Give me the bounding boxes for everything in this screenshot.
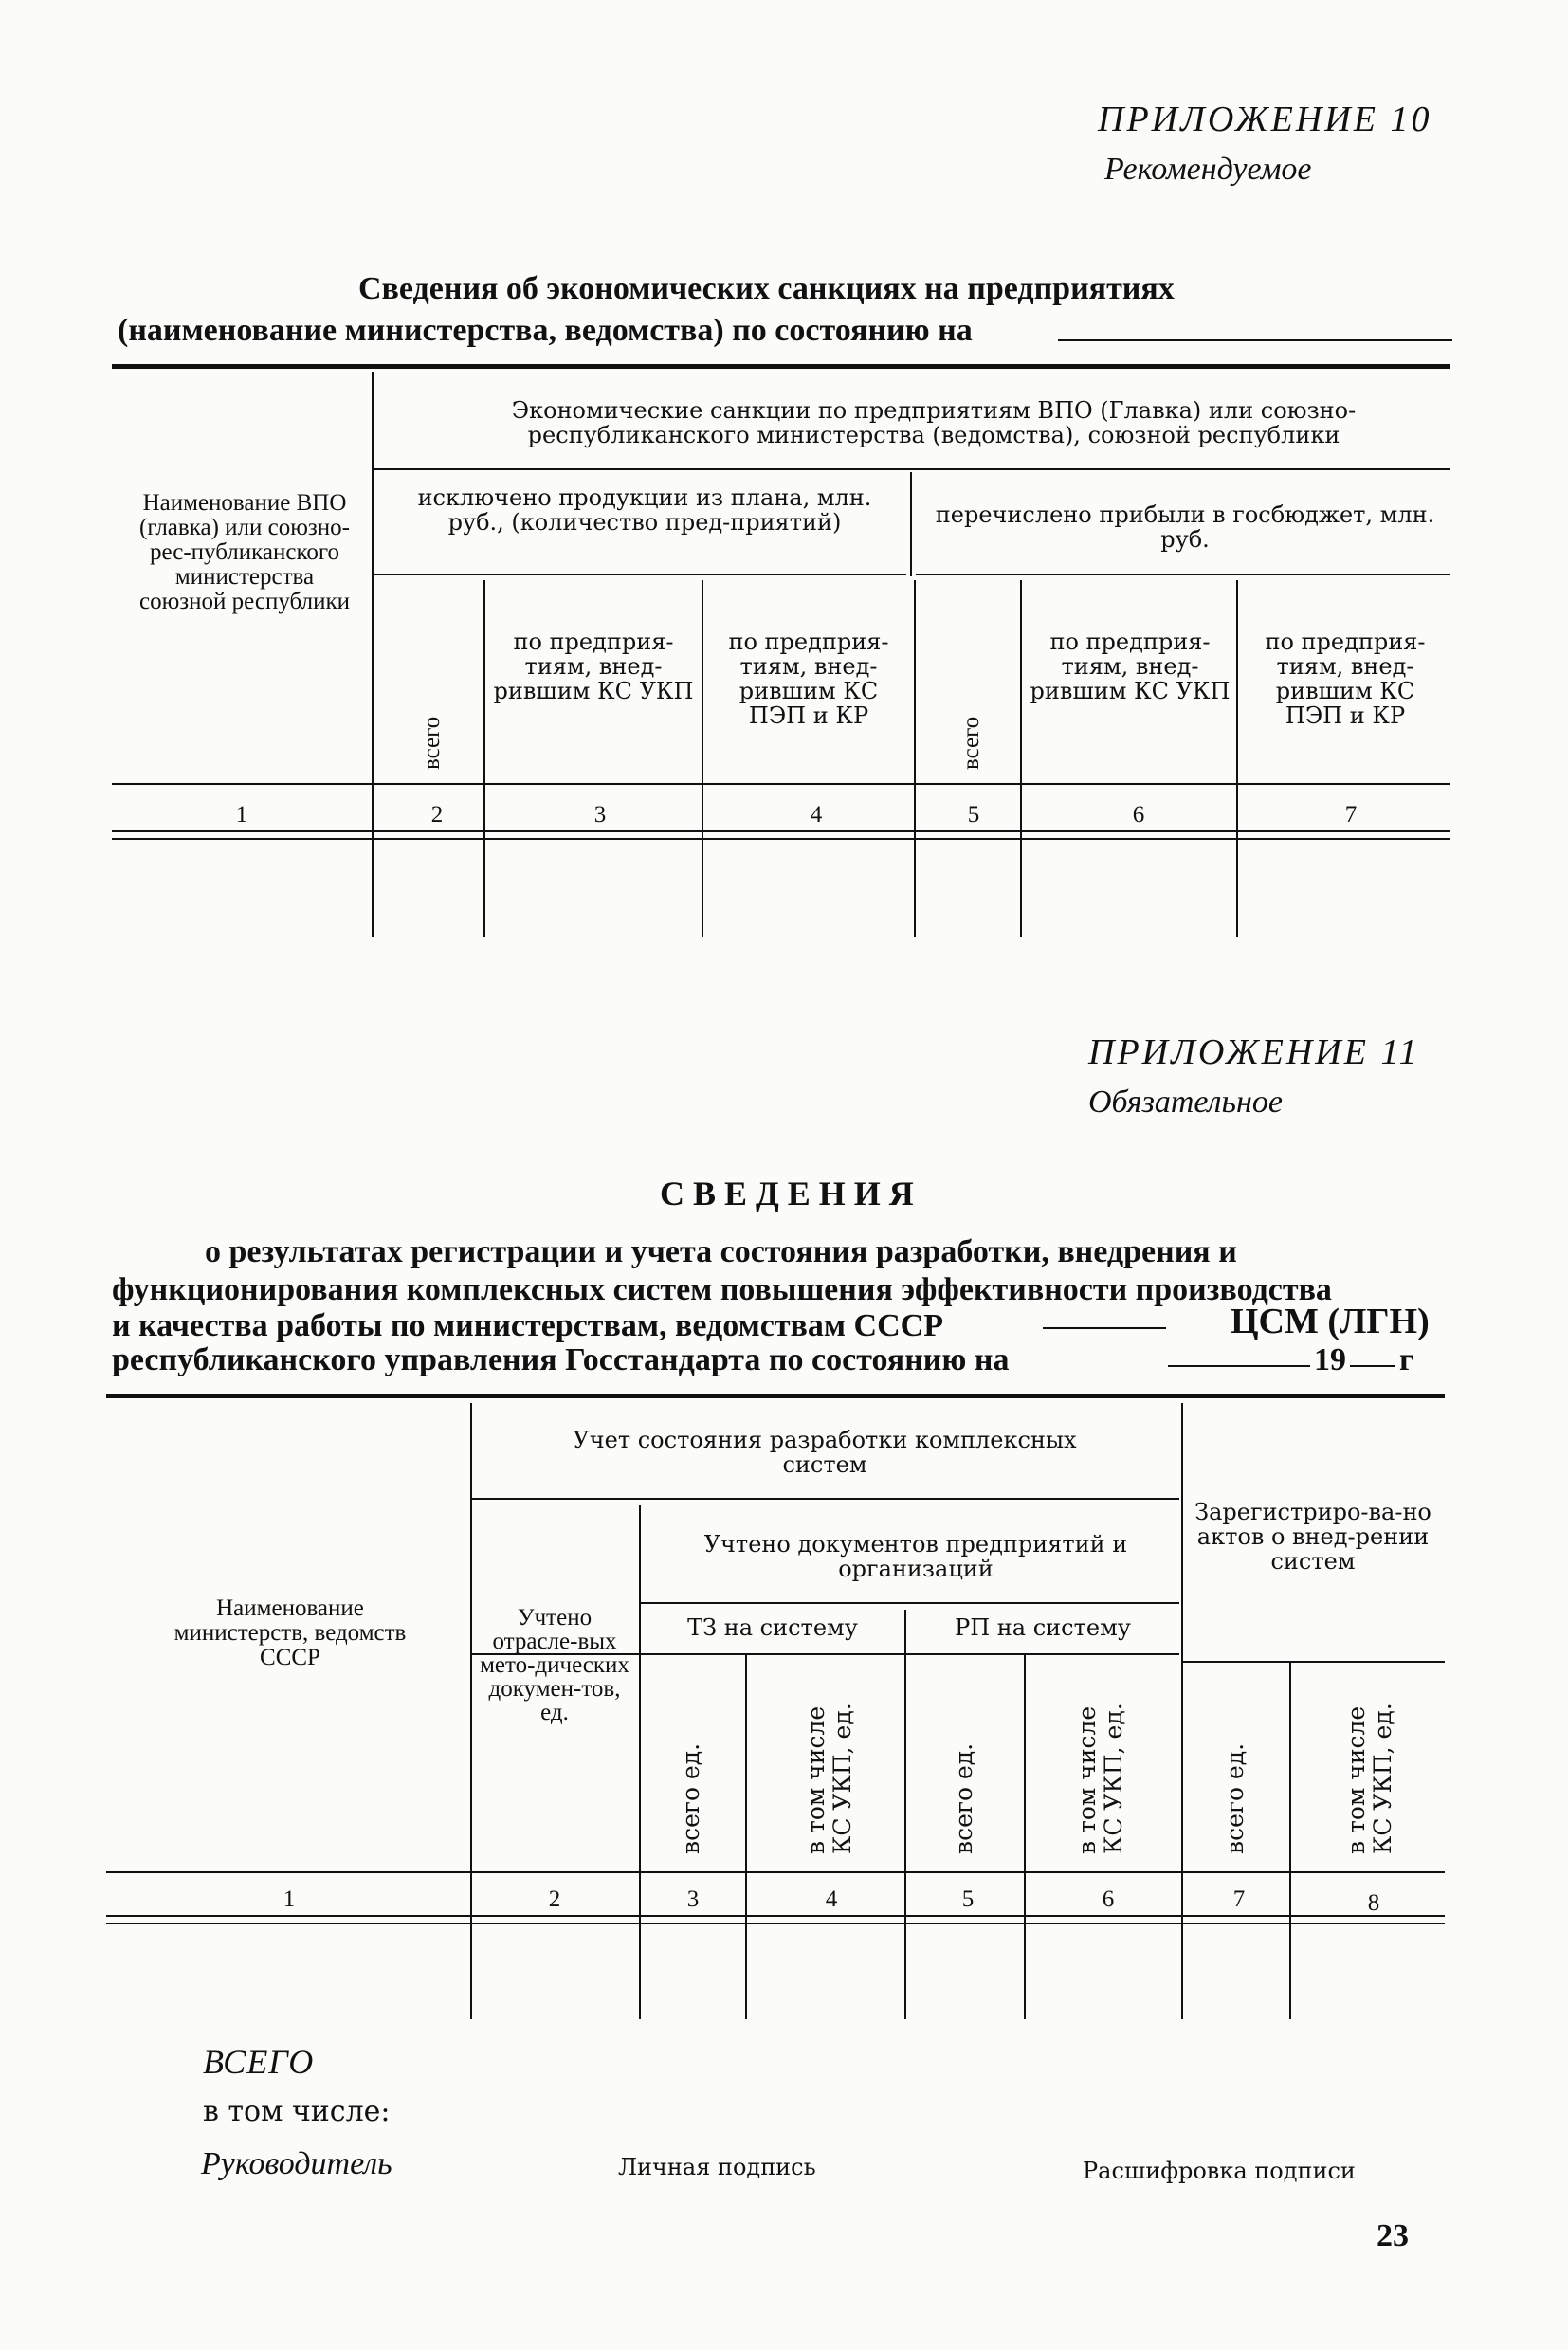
appendix11-sub-line4c: г xyxy=(1399,1342,1414,1377)
appendix10-col-number: 1 xyxy=(235,802,248,828)
appendix10-sub1-header: исключено продукции из плана, млн. руб., (количество пред-приятий) xyxy=(417,484,872,536)
appendix10-sub2-header: перечислено прибыли в госбюджет, млн. руб. xyxy=(935,501,1435,553)
appendix10-col7-header: по предприя-тиям, внед-рившим КС ПЭП и КР xyxy=(1265,629,1426,729)
appendix11-group-header: Учет состояния разработки комплексных систем xyxy=(573,1427,1077,1478)
appendix11-col1-header: Наименование министерств, ведомств СССР xyxy=(173,1595,407,1670)
appendix11-title: СВЕДЕНИЯ xyxy=(660,1175,922,1212)
appendix11-col6-header-l1: в том числе xyxy=(1073,1705,1101,1854)
fill-line xyxy=(1350,1365,1395,1367)
appendix11-sub-line3a: и качества работы по министерствам, ведомствам СССР xyxy=(112,1308,943,1343)
appendix11-col7-header: всего ед. xyxy=(1221,1742,1249,1854)
appendix10-col4-header: по предприя-тиям, внед-рившим КС ПЭП и КР xyxy=(728,629,889,729)
appendix11-col-number: 4 xyxy=(825,1886,838,1912)
appendix10-col-number: 2 xyxy=(430,802,444,828)
including-label: в том числе: xyxy=(203,2095,391,2128)
total-label: ВСЕГО xyxy=(203,2043,315,2081)
appendix10-col-number: 5 xyxy=(967,802,980,828)
appendix11-col-number: 8 xyxy=(1367,1890,1380,1916)
appendix10-title-line1: Сведения об экономических санкциях на предприятиях xyxy=(358,271,1175,306)
appendix11-col-number: 1 xyxy=(283,1886,296,1912)
fill-line xyxy=(1043,1327,1166,1329)
appendix11-tz-header: ТЗ на систему xyxy=(687,1614,858,1641)
appendix11-col4-header-l2: КС УКП, ед. xyxy=(829,1703,856,1854)
appendix11-col4-header-l1: в том числе xyxy=(802,1705,830,1854)
fill-line xyxy=(1168,1365,1310,1367)
appendix11-sub-line3b: ЦСМ (ЛГН) xyxy=(1231,1302,1430,1341)
appendix10-col1-header: Наименование ВПО (главка) или союзно-рес-публиканского министерства союзной республики xyxy=(139,490,350,614)
appendix10-col-number: 4 xyxy=(810,802,823,828)
appendix11-sub-line4b: 19 xyxy=(1314,1342,1346,1377)
appendix11-col2-header: Учтено отрасле-вых мето-дических докумен-тов, ед. xyxy=(480,1605,629,1725)
appendix11-sub-line4a: республиканского управления Госстандарта по состоянию на xyxy=(112,1342,1010,1377)
appendix10-vsego-2: всего xyxy=(958,716,984,770)
appendix10-col-number: 6 xyxy=(1132,802,1145,828)
appendix11-reg-header: Зарегистриро-ва-но актов о внед-рении систем xyxy=(1194,1499,1431,1575)
appendix11-col-number: 5 xyxy=(961,1886,975,1912)
appendix11-col8-header-l1: в том числе xyxy=(1342,1705,1370,1854)
appendix10-col6-header: по предприя-тиям, внед-рившим КС УКП xyxy=(1030,629,1231,704)
appendix10-col-number: 7 xyxy=(1344,802,1358,828)
appendix10-status: Рекомендуемое xyxy=(1104,152,1312,187)
appendix11-col5-header: всего ед. xyxy=(950,1742,977,1854)
appendix11-sub-line2: функционирования комплексных систем повышения эффективности производства xyxy=(112,1272,1332,1307)
appendix11-status: Обязательное xyxy=(1088,1084,1283,1120)
appendix11-col-number: 2 xyxy=(548,1886,561,1912)
appendix11-col8-header-l2: КС УКП, ед. xyxy=(1369,1703,1396,1854)
head-label: Руководитель xyxy=(201,2146,392,2181)
date-fill-line xyxy=(1058,339,1452,341)
appendix11-col3-header: всего ед. xyxy=(677,1742,704,1854)
appendix10-vsego-1: всего xyxy=(419,716,445,770)
appendix11-col-number: 3 xyxy=(686,1886,700,1912)
appendix11-docs-header: Учтено документов предприятий и организаций xyxy=(703,1531,1128,1582)
appendix11-col6-header-l2: КС УКП, ед. xyxy=(1100,1703,1127,1854)
appendix10-title-line2: (наименование министерства, ведомства) по состоянию на xyxy=(118,313,973,348)
appendix10-col-number: 3 xyxy=(593,802,607,828)
appendix10-heading: ПРИЛОЖЕНИЕ 10 xyxy=(1098,100,1432,139)
appendix10-group-header: Экономические санкции по предприятиям ВПО (Главка) или союзно-республиканского министерства (ведомства), союзной республики xyxy=(511,397,1357,448)
appendix11-heading: ПРИЛОЖЕНИЕ 11 xyxy=(1088,1032,1420,1072)
appendix11-rp-header: РП на систему xyxy=(955,1614,1131,1641)
appendix11-col-number: 7 xyxy=(1232,1886,1246,1912)
appendix11-col-number: 6 xyxy=(1102,1886,1115,1912)
page-number: 23 xyxy=(1377,2218,1409,2253)
signature-label: Личная подпись xyxy=(618,2154,816,2180)
decode-label: Расшифровка подписи xyxy=(1083,2158,1356,2184)
appendix11-sub-line1: о результатах регистрации и учета состояния разработки, внедрения и xyxy=(205,1234,1237,1269)
appendix10-col3-header: по предприя-тиям, внед-рившим КС УКП xyxy=(493,629,694,704)
